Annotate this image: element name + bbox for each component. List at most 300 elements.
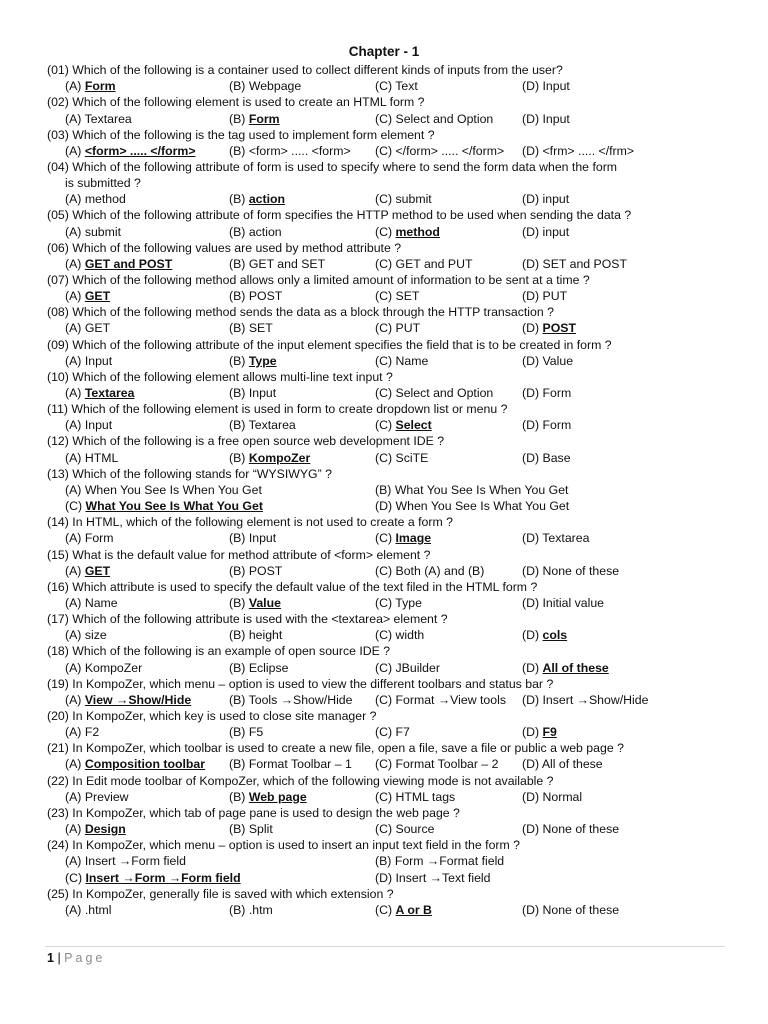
option-letter: (B) <box>229 353 249 368</box>
option-letter: (C) <box>65 499 86 513</box>
correct-answer: GET <box>84 563 111 578</box>
option <box>229 256 325 272</box>
option <box>229 692 352 708</box>
option <box>522 789 582 805</box>
option-row <box>0 111 768 127</box>
option-text: F5 <box>248 725 264 740</box>
question-text: (08) Which of the following method sends the data as a block through the HTTP transaction ? <box>47 305 554 320</box>
option <box>522 563 619 579</box>
option-letter: (B) <box>229 789 249 804</box>
option-letter: (A) <box>65 595 85 610</box>
footer-divider <box>45 946 725 947</box>
option <box>375 870 491 886</box>
option-letter: (B) <box>229 628 249 643</box>
option-text: Both (A) and (B) <box>395 563 485 578</box>
option <box>65 821 126 837</box>
option-row <box>0 563 768 579</box>
option <box>522 530 589 546</box>
option-row <box>0 595 768 611</box>
option-text: height <box>248 628 283 643</box>
option-letter: (B) <box>229 757 249 772</box>
question-text: (09) Which of the following attribute of the input element specifies the field that is to be created in form ? <box>47 337 612 352</box>
option-text: Format →View tools <box>395 692 506 707</box>
question-text: (20) In KompoZer, which key is used to close site manager ? <box>47 709 377 723</box>
option-letter: (D) <box>522 353 543 368</box>
option-letter: (D) <box>522 256 543 271</box>
option-text: Eclipse <box>248 660 289 675</box>
question-text: (05) Which of the following attribute of form specifies the HTTP method to be used when sending the data ? <box>47 208 632 223</box>
option-text: SET <box>395 289 420 304</box>
option-text: Form <box>542 386 572 400</box>
question-text: (23) In KompoZer, which tab of page pane is used to design the web page ? <box>47 805 460 820</box>
correct-answer: action <box>248 192 286 207</box>
option-text: GET and PUT <box>395 256 473 271</box>
option <box>65 385 135 401</box>
option-letter: (B) <box>229 224 249 239</box>
option <box>229 417 296 433</box>
option-text: PUT <box>542 289 568 304</box>
option-letter: (A) <box>65 725 85 740</box>
option-letter: (D) <box>522 321 543 336</box>
question-text: (22) In Edit mode toolbar of KompoZer, which of the following viewing mode is not available ? <box>47 773 554 788</box>
page-label: Page <box>64 951 106 965</box>
option-letter: (A) <box>65 386 85 400</box>
option <box>375 191 432 207</box>
correct-answer: Value <box>248 595 281 610</box>
option <box>65 530 114 546</box>
correct-answer: Textarea <box>84 386 135 400</box>
correct-answer: Select <box>395 418 432 433</box>
option-text: GET and SET <box>248 256 326 271</box>
option-letter: (D) <box>522 79 543 94</box>
option-letter: (B) <box>229 822 249 836</box>
option <box>65 256 172 272</box>
correct-answer: Type <box>248 353 277 368</box>
option-text: Input <box>542 111 570 126</box>
option-text: input <box>542 224 570 239</box>
option-letter: (C) <box>375 725 396 740</box>
option-text: submit <box>395 192 432 207</box>
option-letter: (D) <box>375 499 396 513</box>
option <box>65 78 116 94</box>
question-text: (24) In KompoZer, which menu – option is used to insert an input text field in the form ? <box>47 838 520 853</box>
option-text: Text <box>395 79 418 94</box>
option-letter: (B) <box>229 660 249 675</box>
option-row <box>0 853 768 869</box>
option-text: JBuilder <box>395 660 440 675</box>
correct-answer: Insert →Form →Form field <box>85 870 241 885</box>
question-text: (12) Which of the following is a free open source web development IDE ? <box>47 434 445 449</box>
option-letter: (C) <box>375 757 396 772</box>
option <box>65 595 118 611</box>
option-text: Type <box>395 595 422 610</box>
option <box>522 288 567 304</box>
option-row <box>0 353 768 369</box>
option <box>522 224 569 240</box>
option <box>375 143 504 159</box>
question-text: (10) Which of the following element allows multi-line text input ? <box>47 369 393 384</box>
option <box>375 450 428 466</box>
option-letter: (D) <box>522 224 543 239</box>
option <box>65 870 241 886</box>
option <box>229 660 288 676</box>
option-letter: (A) <box>65 192 85 207</box>
option-text: Insert →Text field <box>395 870 491 885</box>
correct-answer: View →Show/Hide <box>84 692 192 707</box>
option-letter: (C) <box>375 418 396 433</box>
option <box>65 111 132 127</box>
option <box>522 353 573 369</box>
question-text: (18) Which of the following is an example of open source IDE ? <box>47 644 391 659</box>
option <box>229 563 282 579</box>
option-letter: (D) <box>522 757 542 772</box>
option-text: SciTE <box>395 450 429 465</box>
option-letter: (D) <box>522 628 543 643</box>
option-letter: (B) <box>229 111 249 126</box>
option-text: input <box>542 192 570 207</box>
option <box>522 821 619 837</box>
option-letter: (B) <box>375 854 395 869</box>
question-text: (13) Which of the following stands for “WYSIWYG” ? <box>47 466 332 481</box>
question-text: (15) What is the default value for method attribute of <form> element ? <box>47 547 431 562</box>
correct-answer: GET and POST <box>84 256 173 271</box>
correct-answer: cols <box>542 628 568 643</box>
option-text: PUT <box>395 321 421 336</box>
option-text: SET <box>248 321 273 336</box>
correct-answer: Design <box>84 822 126 836</box>
option <box>522 902 619 918</box>
option <box>375 288 419 304</box>
question-text: (01) Which of the following is a container used to collect different kinds of inputs from the user? <box>47 63 563 77</box>
option-text: Input <box>248 386 277 400</box>
option <box>375 595 422 611</box>
option <box>375 224 440 240</box>
option-text: Input <box>542 79 570 94</box>
option-letter: (D) <box>522 418 543 433</box>
option-letter: (A) <box>65 822 85 836</box>
option-row <box>0 320 768 336</box>
correct-answer: Web page <box>248 789 307 804</box>
option-text: Split <box>248 822 273 836</box>
question-text: (16) Which attribute is used to specify the default value of the text filed in the HTML form ? <box>47 579 538 594</box>
option-text: Insert →Show/Hide <box>542 692 649 707</box>
option-text: What You See Is When You Get <box>394 482 569 497</box>
option <box>375 627 424 643</box>
option <box>522 756 603 772</box>
option <box>375 111 493 127</box>
question-text: (11) Which of the following element is used in form to create dropdown list or menu ? <box>47 402 508 417</box>
option-text: Input <box>84 353 113 368</box>
option-letter: (A) <box>65 321 85 336</box>
option-letter: (A) <box>65 111 85 126</box>
option-letter: (B) <box>229 192 249 207</box>
option-letter: (D) <box>522 822 543 836</box>
option-text: method <box>84 192 126 207</box>
correct-answer: What You See Is What You Get <box>85 499 263 513</box>
option <box>375 353 428 369</box>
option <box>522 111 570 127</box>
option-letter: (D) <box>522 595 543 610</box>
option-letter: (B) <box>229 386 249 400</box>
option <box>375 789 455 805</box>
option <box>522 143 634 159</box>
option-letter: (D) <box>522 902 543 917</box>
option-letter: (C) <box>375 289 396 304</box>
correct-answer: A or B <box>395 902 432 917</box>
option <box>375 78 418 94</box>
option <box>375 756 498 772</box>
option <box>65 353 112 369</box>
option-text: submit <box>84 224 122 239</box>
option-letter: (D) <box>522 789 543 804</box>
option-letter: (C) <box>375 450 396 465</box>
option <box>375 692 506 708</box>
option-letter: (D) <box>522 725 543 740</box>
option <box>65 627 107 643</box>
option <box>229 821 273 837</box>
option <box>522 627 567 643</box>
option-letter: (B) <box>229 563 249 578</box>
option <box>229 595 281 611</box>
option-text: Form <box>542 418 572 433</box>
option-letter: (C) <box>375 256 396 271</box>
option-text: KompoZer <box>84 660 143 675</box>
question-text: (04) Which of the following attribute of form is used to specify where to send the form data when the form <box>47 159 618 174</box>
option-row <box>0 417 768 433</box>
option <box>229 111 280 127</box>
option-letter: (C) <box>375 628 396 643</box>
question-text: (03) Which of the following is the tag used to implement form element ? <box>47 127 435 142</box>
option <box>65 498 263 514</box>
correct-answer: Form <box>248 111 280 126</box>
option-text: F7 <box>395 725 410 740</box>
option <box>522 385 571 401</box>
option-letter: (C) <box>375 321 396 336</box>
correct-answer: GET <box>84 289 111 304</box>
option-letter: (A) <box>65 224 85 239</box>
question-text: (25) In KompoZer, generally file is saved with which extension ? <box>47 886 394 901</box>
page-footer <box>47 950 105 966</box>
option <box>375 563 484 579</box>
option-text: Base <box>542 450 571 465</box>
option <box>229 902 273 918</box>
option-letter: (A) <box>65 692 85 707</box>
option <box>375 498 569 514</box>
option-text: HTML <box>84 450 119 465</box>
question-text: (14) In HTML, which of the following element is not used to create a form ? <box>47 515 453 530</box>
option-text: None of these <box>542 902 620 917</box>
option-letter: (C) <box>375 79 396 94</box>
option-text: Form <box>84 531 114 546</box>
correct-answer: Composition toolbar <box>84 757 206 772</box>
option <box>65 288 110 304</box>
option-letter: (B) <box>229 143 249 158</box>
option-text: Preview <box>84 789 129 804</box>
option-letter: (D) <box>522 111 543 126</box>
option-letter: (C) <box>375 353 396 368</box>
option <box>65 482 262 498</box>
option <box>65 320 110 336</box>
option-letter: (D) <box>522 192 543 207</box>
option <box>229 385 276 401</box>
option-row <box>0 224 768 240</box>
option-letter: (B) <box>229 595 249 610</box>
option <box>65 143 196 159</box>
option <box>229 353 277 369</box>
option <box>375 417 432 433</box>
option <box>522 660 609 676</box>
option-row <box>0 789 768 805</box>
option-letter: (D) <box>522 692 543 707</box>
option-letter: (C) <box>375 595 396 610</box>
option-letter: (A) <box>65 353 85 368</box>
option <box>229 724 263 740</box>
option-row <box>0 385 768 401</box>
footer-separator: | <box>57 951 61 965</box>
option-row <box>0 756 768 772</box>
option <box>229 530 276 546</box>
option <box>375 724 410 740</box>
option-row <box>0 692 768 708</box>
option <box>229 756 352 772</box>
question-text: (07) Which of the following method allows only a limited amount of information to be sent at a time ? <box>47 273 590 287</box>
option <box>65 692 191 708</box>
option-text: SET and POST <box>542 256 628 271</box>
option <box>65 902 111 918</box>
option <box>522 256 627 272</box>
option-letter: (A) <box>65 418 85 433</box>
option <box>522 191 569 207</box>
option <box>229 288 282 304</box>
option-letter: (A) <box>65 482 85 497</box>
option-letter: (D) <box>522 386 543 400</box>
option-text: POST <box>248 563 283 578</box>
correct-answer: Image <box>395 531 432 546</box>
option-letter: (C) <box>375 386 396 400</box>
question-text: is submitted ? <box>65 176 141 191</box>
option-letter: (A) <box>65 79 85 94</box>
option-letter: (A) <box>65 143 85 158</box>
option <box>522 724 557 740</box>
question-text: (19) In KompoZer, which menu – option is used to view the different toolbars and status bar ? <box>47 676 554 691</box>
option-letter: (A) <box>65 450 85 465</box>
question-text: (21) In KompoZer, which toolbar is used to create a new file, open a file, save a file or public a web page ? <box>47 741 624 756</box>
option <box>229 450 310 466</box>
option-letter: (B) <box>229 418 249 433</box>
option-text: POST <box>248 289 283 304</box>
option-text: <frm> ..... </frm> <box>542 143 635 158</box>
option <box>375 256 473 272</box>
option-text: Initial value <box>542 595 605 610</box>
option-text: Tools →Show/Hide <box>248 692 353 707</box>
option-row <box>0 724 768 740</box>
option-text: Source <box>395 822 435 836</box>
option-letter: (D) <box>522 531 543 546</box>
option-text: .html <box>84 902 112 917</box>
option <box>229 191 285 207</box>
correct-answer: method <box>395 224 440 239</box>
option-letter: (B) <box>229 450 249 465</box>
question-text: (17) Which of the following attribute is used with the <textarea> element ? <box>47 612 448 627</box>
option-text: Insert →Form field <box>84 854 186 869</box>
option-letter: (C) <box>375 789 396 804</box>
option-letter: (A) <box>65 289 85 304</box>
option <box>522 692 648 708</box>
option-letter: (A) <box>65 660 85 675</box>
option-letter: (D) <box>522 563 543 578</box>
correct-answer: KompoZer <box>248 450 311 465</box>
option <box>229 78 301 94</box>
option-text: Form →Format field <box>394 854 505 869</box>
question-text: (02) Which of the following element is used to create an HTML form ? <box>47 95 425 110</box>
option-row <box>0 482 768 498</box>
option-row <box>0 530 768 546</box>
option <box>522 450 571 466</box>
option-row <box>0 143 768 159</box>
option-text: </form> ..... </form> <box>395 143 505 158</box>
option-row <box>0 498 768 514</box>
option-letter: (C) <box>375 111 396 126</box>
option <box>229 789 307 805</box>
option-text: Name <box>84 595 118 610</box>
option <box>375 320 420 336</box>
option-letter: (A) <box>65 757 85 772</box>
option-letter: (D) <box>522 660 543 675</box>
option-letter: (B) <box>229 902 249 917</box>
option-letter: (C) <box>375 902 396 917</box>
option-text: .htm <box>248 902 273 917</box>
option-text: HTML tags <box>395 789 456 804</box>
option-text: Format Toolbar – 1 <box>248 757 352 772</box>
option <box>65 756 205 772</box>
option-letter: (C) <box>65 870 86 885</box>
option-letter: (B) <box>375 482 395 497</box>
option-text: Value <box>542 353 574 368</box>
option-text: Textarea <box>542 531 590 546</box>
option <box>229 143 351 159</box>
option <box>65 450 118 466</box>
option <box>375 821 434 837</box>
option-letter: (D) <box>522 143 543 158</box>
option <box>65 724 99 740</box>
option-letter: (C) <box>375 143 396 158</box>
option-letter: (C) <box>375 660 396 675</box>
option-letter: (B) <box>229 531 249 546</box>
option-letter: (B) <box>229 289 249 304</box>
option-row <box>0 660 768 676</box>
option <box>65 417 112 433</box>
option-text: Select and Option <box>395 111 494 126</box>
option-letter: (C) <box>375 531 396 546</box>
option-text: Input <box>84 418 113 433</box>
option-text: Select and Option <box>395 386 494 400</box>
option-text: size <box>84 628 107 643</box>
correct-answer: F9 <box>542 725 557 740</box>
question-text: (06) Which of the following values are used by method attribute ? <box>47 240 402 255</box>
option-letter: (C) <box>375 822 396 836</box>
option-row <box>0 191 768 207</box>
option-text: Textarea <box>248 418 296 433</box>
option <box>375 530 431 546</box>
option <box>65 563 110 579</box>
option-row <box>0 902 768 918</box>
option-letter: (A) <box>65 854 85 869</box>
option <box>229 224 282 240</box>
option-text: width <box>395 628 425 643</box>
option-letter: (A) <box>65 256 85 271</box>
option <box>522 417 571 433</box>
option-letter: (A) <box>65 531 85 546</box>
